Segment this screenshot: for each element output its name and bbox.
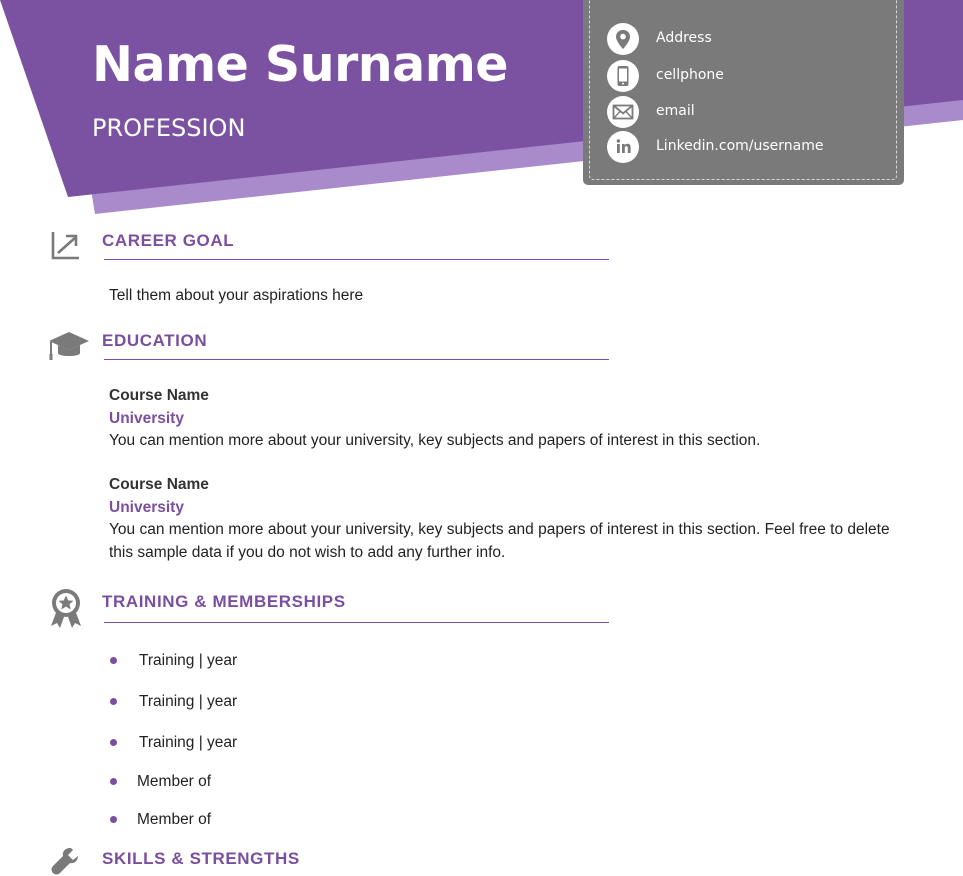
training-heading: TRAINING & MEMBERSHIPS (102, 592, 346, 611)
university-name: University (109, 498, 184, 516)
course-description: You can mention more about your university, key subjects and papers of interest in this section. (109, 432, 761, 449)
bullet-dot (110, 816, 117, 823)
contact-linkedin-text: Linkedin.com/username (656, 138, 824, 154)
education-entry (109, 385, 909, 453)
course-description: You can mention more about your university, key subjects and papers of interest in this section. Feel free to delete this sample data if you do not wish to add any further info. (109, 521, 890, 561)
contact-address-text: Address (656, 30, 712, 46)
education-heading: EDUCATION (102, 331, 208, 350)
location-pin-icon (607, 23, 639, 55)
envelope-icon (607, 96, 639, 128)
university-name: University (109, 409, 184, 427)
graduation-cap-icon (47, 330, 91, 362)
linkedin-icon (607, 131, 639, 163)
contact-panel (583, 0, 904, 185)
education-entry (109, 474, 909, 564)
course-name: Course Name (109, 476, 209, 493)
wrench-icon (50, 846, 82, 876)
career-goal-text: Tell them about your aspirations here (109, 287, 364, 304)
name-heading: Name Surname (92, 36, 509, 93)
training-divider (104, 622, 609, 623)
list-item-text: Training | year (139, 693, 238, 710)
bullet-dot (110, 778, 117, 785)
contact-email-text: email (656, 103, 695, 119)
growth-arrow-icon (47, 228, 83, 262)
bullet-dot (110, 739, 117, 746)
course-name: Course Name (109, 387, 209, 404)
award-ribbon-icon (48, 586, 84, 630)
career-goal-heading: CAREER GOAL (102, 231, 235, 250)
education-divider (104, 359, 609, 360)
list-item-text: Training | year (139, 734, 238, 751)
cellphone-icon (607, 60, 639, 92)
list-item-text: Member of (137, 811, 212, 828)
list-item-text: Member of (137, 773, 212, 790)
bullet-dot (110, 657, 117, 664)
profession-subtitle: PROFESSION (92, 114, 246, 142)
career-goal-divider (104, 259, 609, 260)
list-item-text: Training | year (139, 652, 238, 669)
contact-cellphone-text: cellphone (656, 67, 724, 83)
skills-heading: SKILLS & STRENGTHS (102, 849, 300, 868)
bullet-dot (110, 698, 117, 705)
